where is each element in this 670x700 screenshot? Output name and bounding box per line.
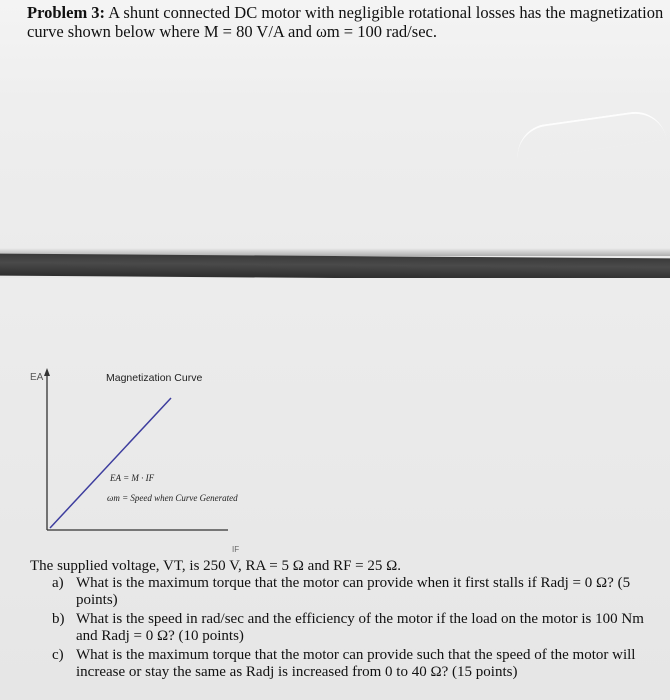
question-marker: b) (52, 611, 65, 627)
question-item (52, 647, 662, 681)
question-item (52, 611, 662, 645)
problem-line-2: curve shown below where M = 80 V/A and ωm = 100 rad/sec. (27, 22, 437, 41)
page-separator-band (0, 254, 670, 281)
question-text: What is the speed in rad/sec and the efficiency of the motor if the load on the motor is 100 Nm and Radj = 0 Ω? (10 points) (76, 611, 644, 644)
figure-equation: EA = M · IF (110, 473, 155, 483)
problem-label: Problem 3: (27, 3, 106, 22)
x-axis-label: IF (232, 545, 240, 554)
problem-header-sheet (0, 0, 670, 258)
question-text: What is the maximum torque that the motor can provide when it first stalls if Radj = 0 Ω? (5 points) (76, 575, 631, 608)
y-axis-label: EA (30, 372, 44, 383)
magnetization-curve-figure (0, 360, 300, 560)
question-text: What is the maximum torque that the motor can provide such that the speed of the motor will increase or stay the same as Radj is increased from 0 to 40 Ω? (15 points) (76, 647, 636, 680)
page-glare (514, 108, 667, 161)
question-marker: c) (52, 647, 64, 663)
given-values-line: The supplied voltage, VT, is 250 V, RA = 5 Ω and RF = 25 Ω. (30, 558, 402, 574)
figure-note: ωm = Speed when Curve Generated (107, 493, 238, 503)
question-list (52, 575, 662, 683)
question-marker: a) (52, 575, 64, 591)
y-axis-arrow-icon (44, 368, 50, 376)
problem-statement (27, 3, 667, 41)
magnetization-line (50, 398, 171, 528)
question-item (52, 575, 662, 609)
problem-line-1: A shunt connected DC motor with negligible rotational losses has the magnetization (108, 3, 664, 22)
figure-title: Magnetization Curve (106, 372, 203, 384)
